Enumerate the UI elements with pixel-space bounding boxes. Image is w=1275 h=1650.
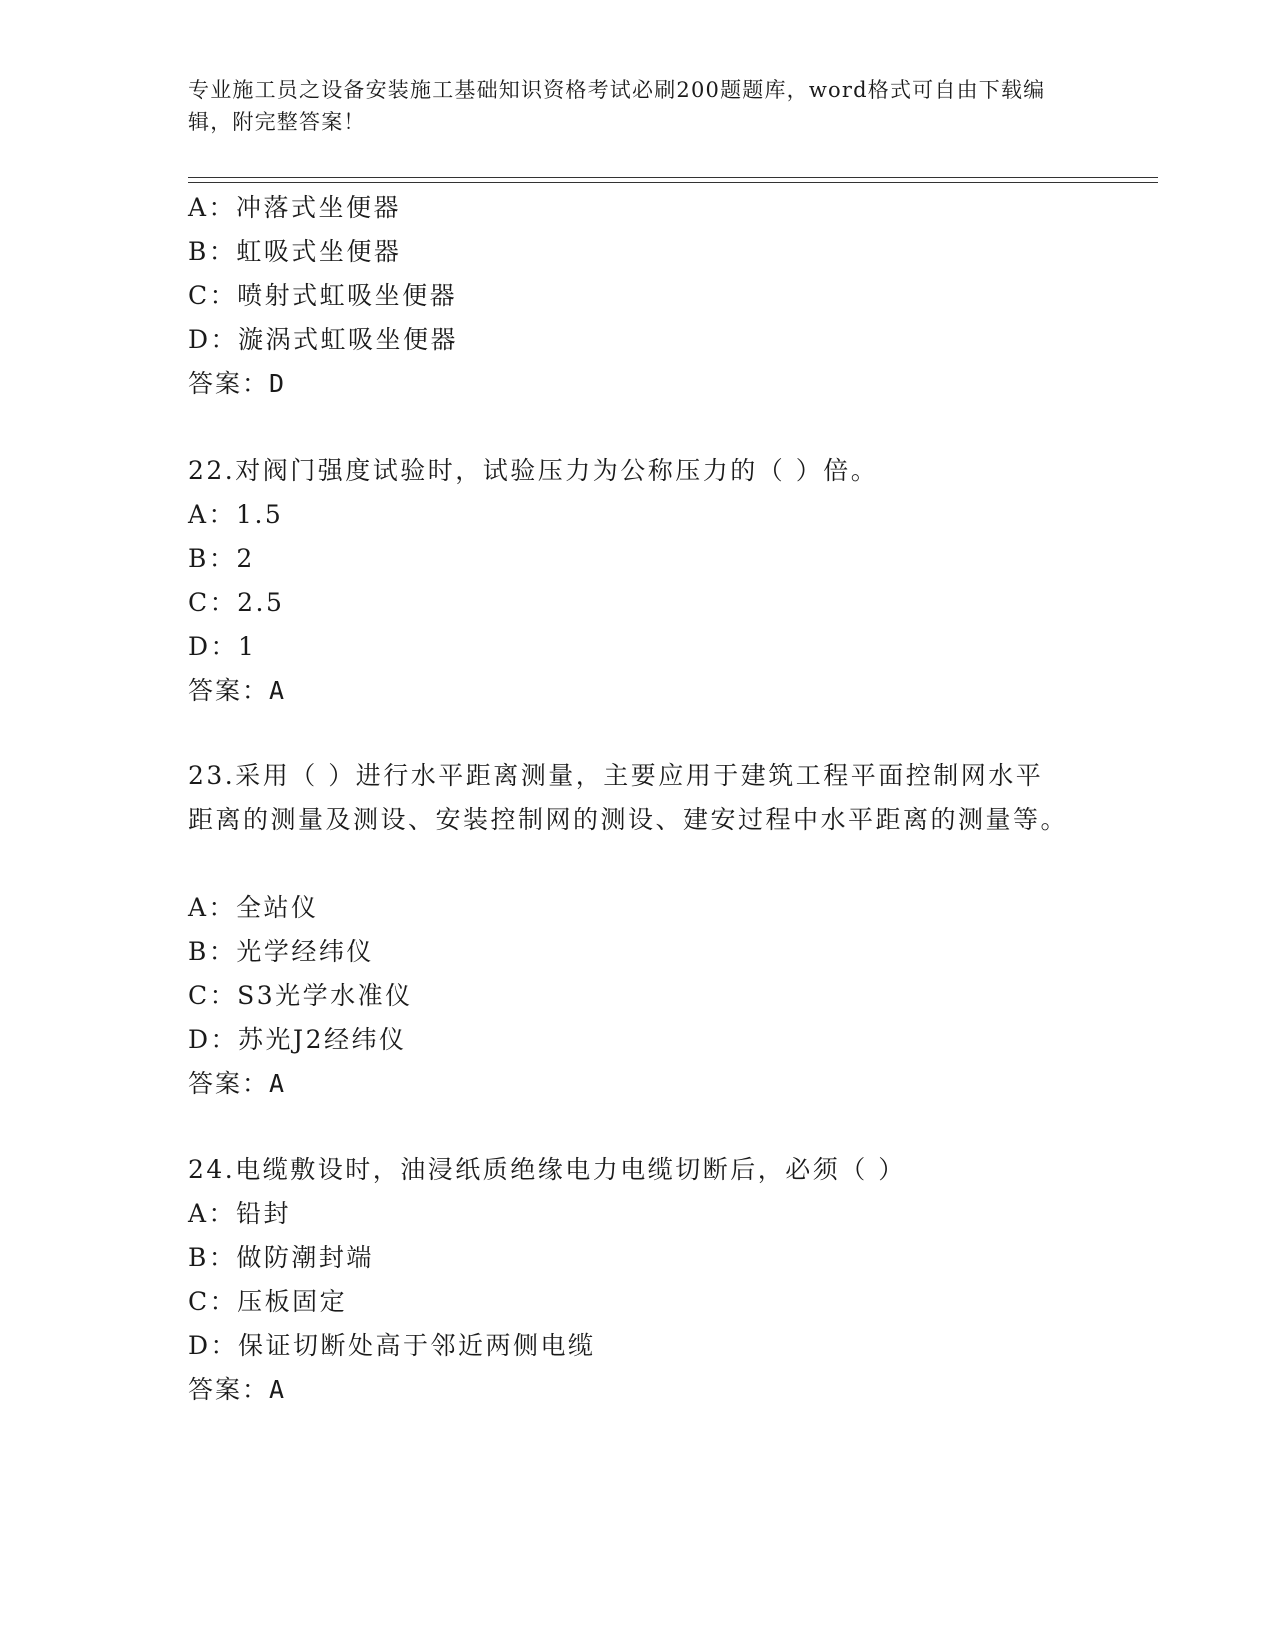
q24-option-d: D：保证切断处高于邻近两侧电缆 [188, 1331, 596, 1360]
header-divider-bottom [188, 182, 1158, 183]
q24-question: 24.电缆敷设时，油浸纸质绝缘电力电缆切断后，必须（ ） [188, 1155, 906, 1184]
q22-option-b: B：2 [188, 544, 255, 573]
q21-option-d: D：漩涡式虹吸坐便器 [188, 325, 459, 354]
q21-option-b: B：虹吸式坐便器 [188, 237, 402, 266]
q24-answer: 答案：A [188, 1375, 287, 1404]
q22-option-c: C：2.5 [188, 588, 285, 617]
document-header: 专业施工员之设备安装施工基础知识资格考试必刷200题题库，word格式可自由下载编辑，附完整答案！ [188, 78, 1046, 134]
q21-answer: 答案：D [188, 369, 287, 398]
q24-option-c: C：压板固定 [188, 1287, 348, 1316]
q22-question: 22.对阀门强度试验时，试验压力为公称压力的（ ）倍。 [188, 456, 879, 485]
q23-option-b: B：光学经纬仪 [188, 937, 374, 966]
q22-option-a: A：1.5 [188, 500, 284, 529]
header-divider-top [188, 177, 1158, 178]
q24-option-a: A：铅封 [188, 1199, 292, 1228]
q21-option-a: A：冲落式坐便器 [188, 193, 402, 222]
q24-option-b: B：做防潮封端 [188, 1243, 374, 1272]
q22-answer: 答案：A [188, 676, 287, 705]
q23-question: 23.采用（ ）进行水平距离测量，主要应用于建筑工程平面控制网水平距离的测量及测设、安装控制网的测设、建安过程中水平距离的测量等。 [188, 761, 1069, 834]
q23-option-c: C：S3光学水准仪 [188, 981, 413, 1010]
q23-option-a: A：全站仪 [188, 893, 319, 922]
q23-option-d: D：苏光J2经纬仪 [188, 1025, 407, 1054]
q22-option-d: D：1 [188, 632, 257, 661]
q23-answer: 答案：A [188, 1069, 287, 1098]
q21-option-c: C：喷射式虹吸坐便器 [188, 281, 458, 310]
